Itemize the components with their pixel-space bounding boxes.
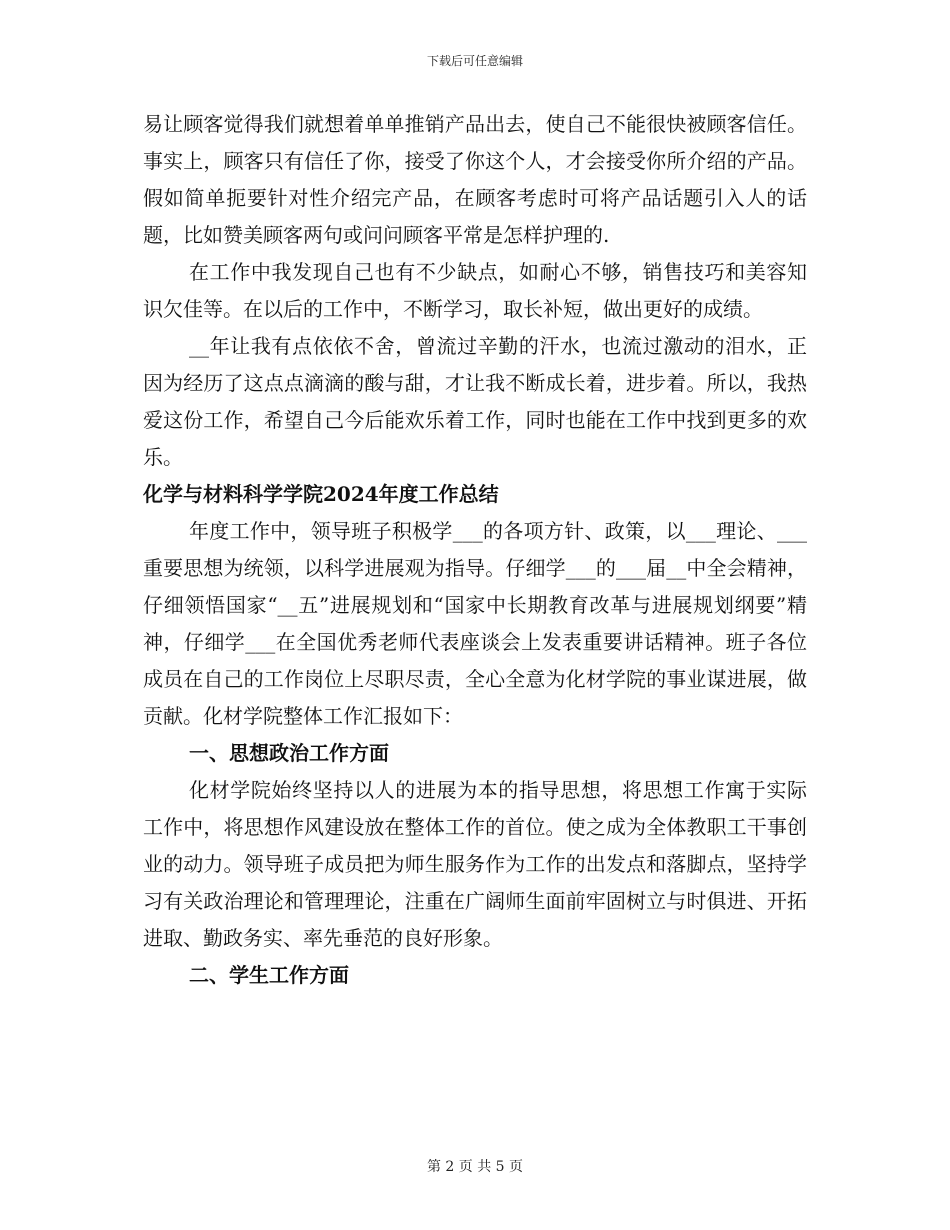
intro-continuation-paragraph: 易让顾客觉得我们就想着单单推销产品出去，使自己不能很快被顾客信任。事实上，顾客只有信任了你，接受了你这个人，才会接受你所介绍的产品。假如简单扼要针对性介绍完产品，在顾客考虑时可将产品话题引入人的话题，比如赞美顾客两句或问问顾客平常是怎样护理的. [143,112,807,247]
page-footer: 第 2 页 共 5 页 [426,1159,524,1175]
document-body [143,106,807,994]
page-header: 下载后可任意编辑 [426,54,523,68]
overview-paragraph: 年度工作中，领导班子积极学___的各项方针、政策，以___理论、___重要思想为统领，以科学进展观为指导。仔细学___的___届__中全会精神，仔细领悟国家“__五”进展规划和“国家中长期教育改革与进展规划纲要”精神，仔细学___在全国优秀老师代表座谈会上发表重要讲话精神。班子各位成员在自己的工作岗位上尽职尽责，全心全意为化材学院的事业谋进展，做贡献。化材学院整体工作汇报如下： [143,519,807,728]
section1-paragraph: 化材学院始终坚持以人的进展为本的指导思想，将思想工作寓于实际工作中，将思想作风建设放在整体工作的首位。使之成为全体教职工干事创业的动力。领导班子成员把为师生服务作为工作的出发点和落脚点，坚持学习有关政治理论和管理理论，注重在广阔师生面前牢固树立与时俱进、开拓进取、勤政务实、率先垂范的良好形象。 [143,778,807,950]
section2-heading: 二、学生工作方面 [189,963,349,987]
second-document-title: 化学与材料科学学院2024年度工作总结 [143,482,499,506]
section1-heading: 一、思想政治工作方面 [189,741,389,765]
shortcomings-paragraph: 在工作中我发现自己也有不少缺点，如耐心不够，销售技巧和美容知识欠佳等。在以后的工作中，不断学习，取长补短，做出更好的成绩。 [143,260,807,321]
closing-paragraph: __年让我有点依依不舍，曾流过辛勤的汗水，也流过激动的泪水，正因为经历了这点点滴滴的酸与甜，才让我不断成长着，进步着。所以，我热爱这份工作，希望自己今后能欢乐着工作，同时也能在工作中找到更多的欢乐。 [143,334,807,469]
